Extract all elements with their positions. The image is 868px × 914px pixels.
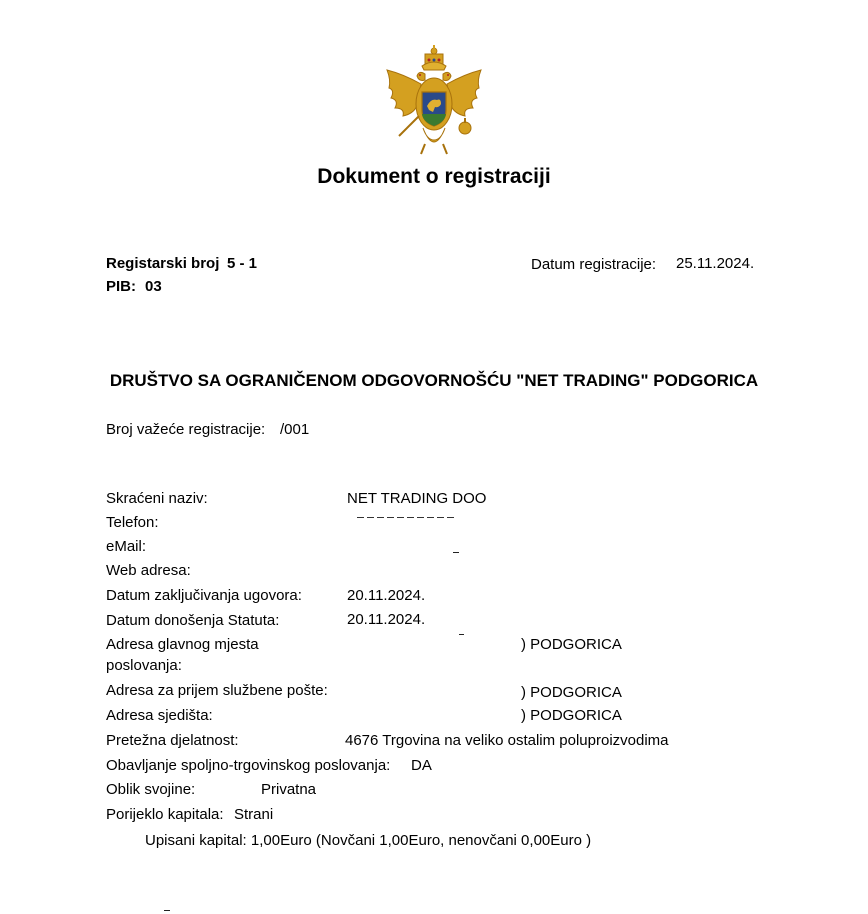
statute-date-value: 20.11.2024. — [347, 611, 426, 628]
reg-number-label: Registarski broj — [106, 255, 220, 272]
reg-number-value: 5 - 1 — [227, 255, 258, 272]
activity-label: Pretežna djelatnost: — [106, 732, 239, 749]
web-label: Web adresa: — [106, 562, 191, 579]
main-address-label: Adresa glavnog mjesta — [106, 636, 259, 653]
main-address-value: ) PODGORICA — [521, 636, 622, 653]
mail-address-label: Adresa za prijem službene pošte: — [106, 682, 328, 699]
phone-label: Telefon: — [106, 514, 159, 531]
mail-address-value: ) PODGORICA — [521, 684, 622, 701]
ownership-value: Privatna — [261, 781, 317, 798]
cutoff-mark — [164, 910, 170, 911]
activity-value: 4676 Trgovina na veliko ostalim poluproizvodima — [345, 732, 669, 749]
contract-date-label: Datum zaključivanja ugovora: — [106, 587, 302, 604]
main-address-label-cont: poslovanja: — [106, 657, 182, 674]
capital-origin-label: Porijeklo kapitala: — [106, 806, 224, 823]
statute-date-label: Datum donošenja Statuta: — [106, 612, 280, 629]
document-title: Dokument o registraciji — [317, 165, 551, 188]
coat-of-arms-icon — [381, 44, 487, 164]
email-label: eMail: — [106, 538, 147, 555]
foreign-trade-value: DA — [411, 757, 432, 774]
seat-address-value: ) PODGORICA — [521, 707, 622, 724]
redacted-email — [453, 552, 459, 553]
capital-amount: Upisani kapital: 1,00Euro (Novčani 1,00Euro, nenovčani 0,00Euro ) — [145, 832, 592, 849]
foreign-trade-label: Obavljanje spoljno-trgovinskog poslovanja: — [106, 757, 391, 774]
pib-value: 03 — [145, 278, 162, 295]
crown-icon — [422, 45, 446, 70]
shield-icon — [422, 92, 446, 126]
short-name-label: Skraćeni naziv: — [106, 490, 208, 507]
contract-date-value: 20.11.2024. — [347, 587, 426, 604]
company-full-name: DRUŠTVO SA OGRANIČENOM ODGOVORNOŠĆU "NET TRADING" PODGORICA — [109, 371, 759, 390]
reg-date-label: Datum registracije: — [531, 256, 657, 273]
pib-label: PIB: — [106, 278, 136, 295]
short-name-value: NET TRADING DOO — [347, 490, 487, 507]
redacted-phone — [357, 517, 457, 518]
ownership-label: Oblik svojine: — [106, 781, 196, 798]
reg-date-value: 25.11.2024. — [676, 255, 755, 272]
valid-reg-value: /001 — [280, 421, 310, 438]
redacted-mark — [459, 634, 464, 635]
capital-origin-value: Strani — [234, 806, 274, 823]
valid-reg-label: Broj važeće registracije: — [106, 421, 266, 438]
seat-address-label: Adresa sjedišta: — [106, 707, 213, 724]
